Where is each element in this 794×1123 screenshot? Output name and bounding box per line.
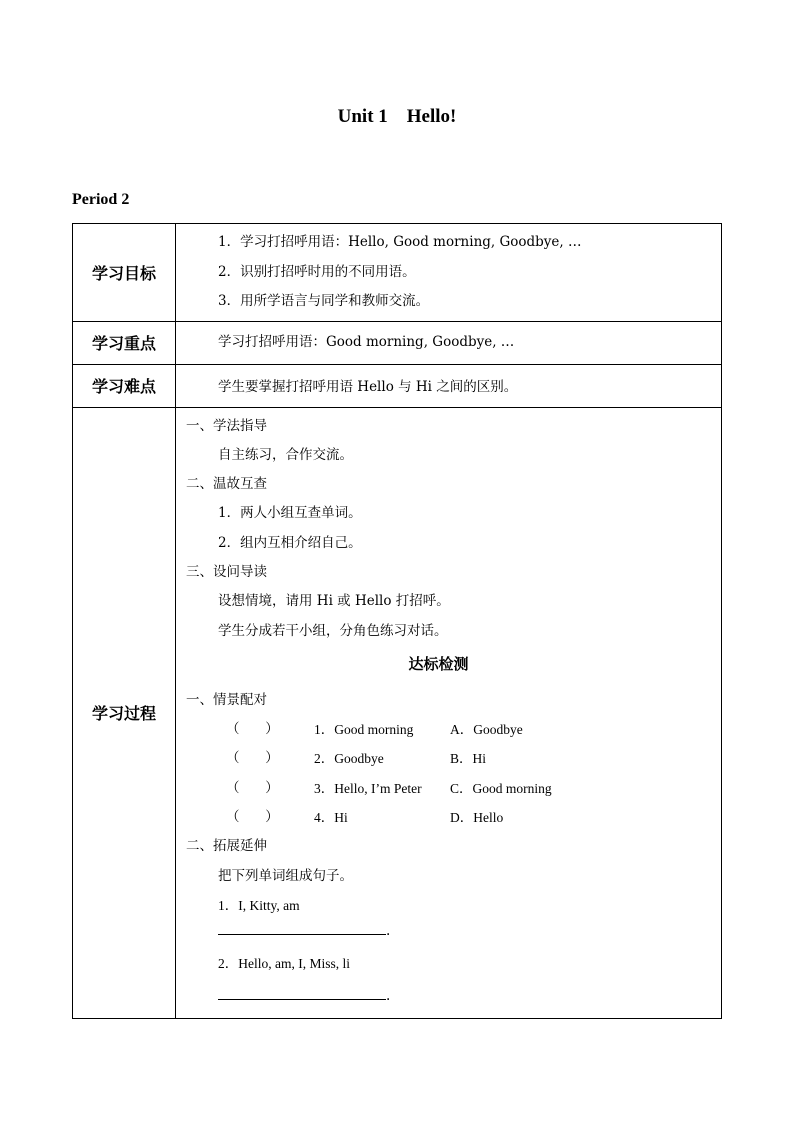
process-row [73,407,722,1018]
difficulty-label: 学习难点 [73,364,176,407]
write-line[interactable] [218,985,386,1000]
process-cell [176,407,722,1018]
answer-blank: （ ） [226,809,279,826]
focus-cell [176,321,722,364]
section-item: 学生分成若干小组，分角色练习对话。 [218,622,448,639]
exercise-title: 一、情景配对 [186,691,267,708]
match-item [186,744,721,773]
section-item: 1．两人小组互查单词。 [218,505,362,522]
difficulty-text: 学生要掌握打招呼用语 Hello 与 Hi 之间的区别。 [218,378,518,395]
goals-row [73,224,722,322]
goal-item: 2．识别打招呼时用的不同用语。 [218,263,416,280]
lesson-table [72,223,722,1019]
goal-item: 3．用所学语言与同学和教师交流。 [218,293,430,309]
section-text: 自主练习，合作交流。 [218,446,353,463]
match-left: 1．Good morning [314,722,414,738]
process-label: 学习过程 [73,407,176,1018]
goals-label: 学习目标 [73,224,176,322]
match-right: D．Hello [450,810,504,826]
section-item: 设想情境，请用 Hi 或 Hello 打招呼。 [218,593,450,610]
focus-text: 学习打招呼用语：Good morning, Goodbye, … [218,333,515,350]
match-left: 4．Hi [314,810,348,826]
answer-blank: （ ） [226,779,279,796]
answer-line-2 [186,979,721,1014]
exercise-intro: 把下列单词组成句子。 [218,867,353,884]
section-title: 一、学法指导 [186,417,267,434]
section-title: 二、温故互查 [186,476,267,493]
match-right: A．Goodbye [450,722,523,738]
answer-blank: （ ） [226,721,279,738]
match-left: 3．Hello, I’m Peter [314,780,422,796]
answer-blank: （ ） [226,750,279,767]
difficulty-row [73,364,722,407]
match-left: 2．Goodbye [314,751,384,767]
focus-label: 学习重点 [73,321,176,364]
goal-item: 1．学习打招呼用语：Hello, Good morning, Goodbye, … [218,234,582,250]
line-end: . [386,923,391,940]
match-item [186,774,721,803]
goals-cell [176,224,722,322]
match-right: B．Hi [450,751,487,767]
match-item [186,803,721,832]
check-title: 达标检测 [408,654,469,673]
focus-row [73,321,722,364]
difficulty-cell [176,364,722,407]
answer-line-1 [186,920,721,949]
exercise-title: 二、拓展延伸 [186,838,267,855]
line-end: . [386,987,391,1004]
period-heading: Period 2 [72,191,130,208]
question-2: 2．Hello, am, I, Miss, li [218,956,350,972]
section-title: 三、设问导读 [186,563,267,580]
write-line[interactable] [218,920,386,935]
question-1: 1．I, Kitty, am [218,897,300,913]
match-right: C．Good morning [450,780,552,796]
document-title: Unit 1 Hello! [337,106,457,127]
match-item [186,715,721,744]
section-item: 2．组内互相介绍自己。 [218,534,362,551]
